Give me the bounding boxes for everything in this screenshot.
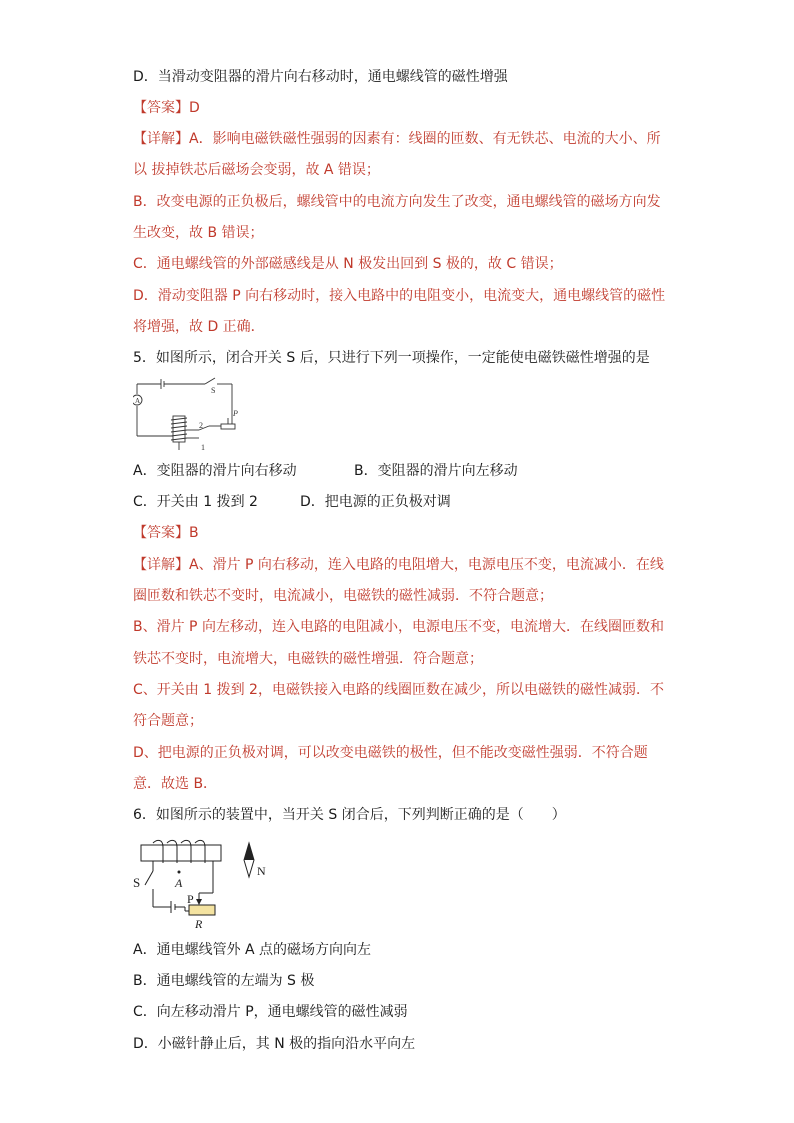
q5-detail-line: 意．故选 B．	[133, 776, 218, 792]
answer-value: B	[189, 525, 199, 541]
q4-detail-line: 以 拔掉铁芯后磁场会变弱，故 A 错误；	[133, 162, 380, 178]
q4-detail-line: B．改变电源的正负极后，螺线管中的电流方向发生了改变，通电螺线管的磁场方向发	[133, 194, 661, 210]
q5-option-d: D．把电源的正负极对调	[300, 494, 451, 510]
q5-stem: 5．如图所示，闭合开关 S 后，只进行下列一项操作，一定能使电磁铁磁性增强的是	[133, 350, 650, 366]
switch-label: S	[211, 386, 216, 395]
detail-tag: 【详解】	[133, 557, 189, 573]
ammeter-label: A	[135, 397, 141, 405]
contact-1-label: 1	[201, 443, 205, 452]
q5-option-a: A．变阻器的滑片向右移动	[133, 463, 297, 479]
q4-answer	[133, 98, 668, 118]
q4-detail-line: C．通电螺线管的外部磁感线是从 N 极发出回到 S 极的，故 C 错误；	[133, 256, 563, 272]
q6-option-d: D．小磁针静止后，其 N 极的指向沿水平向左	[133, 1036, 416, 1052]
answer-value: D	[189, 100, 200, 116]
answer-tag: 【答案】	[133, 100, 189, 116]
q5-detail-line: 圈匝数和铁芯不变时，电流减小，电磁铁的磁性减弱．不符合题意；	[133, 588, 553, 604]
q5-option-b: B．变阻器的滑片向左移动	[354, 463, 518, 479]
q4-detail-line: 【详解】A．影响电磁铁磁性强弱的因素有：线圈的匝数、有无铁芯、电流的大小、所	[133, 131, 661, 147]
slider-label: P	[187, 892, 194, 906]
q5-answer	[133, 523, 668, 543]
slider-label: P	[233, 409, 238, 418]
q4-option-d: D．当滑动变阻器的滑片向右移动时，通电螺线管的磁性增强	[133, 69, 508, 85]
q6-option-b: B．通电螺线管的左端为 S 极	[133, 973, 315, 989]
point-a-label: A	[175, 876, 183, 890]
q6-stem: 6．如图所示的装置中，当开关 S 闭合后，下列判断正确的是（ ）	[133, 807, 566, 823]
q5-detail-line: 【详解】A、滑片 P 向右移动，连入电路的电阻增大，电源电压不变，电流减小．在线	[133, 557, 664, 573]
q4-detail-line: D．滑动变阻器 P 向右移动时，接入电路中的电阻变小，电流变大，通电螺线管的磁性	[133, 288, 666, 304]
contact-2-label: 2	[199, 421, 203, 430]
q6-option-a: A．通电螺线管外 A 点的磁场方向向左	[133, 942, 372, 958]
q5-detail-line: 铁芯不变时，电流增大，电磁铁的磁性增强．符合题意；	[133, 651, 483, 667]
q5-circuit-figure	[133, 374, 245, 452]
q6-option-c: C．向左移动滑片 P，通电螺线管的磁性减弱	[133, 1004, 408, 1020]
q5-detail-line: D、把电源的正负极对调，可以改变电磁铁的极性，但不能改变磁性强弱．不符合题	[133, 745, 648, 761]
q5-detail-line: C、开关由 1 拨到 2，电磁铁接入电路的线圈匝数在减少，所以电磁铁的磁性减弱．不	[133, 682, 664, 698]
q5-option-c: C．开关由 1 拨到 2	[133, 494, 258, 510]
q5-detail-line: B、滑片 P 向左移动，连入电路的电阻减小，电源电压不变，电流增大．在线圈匝数和	[133, 619, 664, 635]
needle-north-label: N	[257, 864, 266, 878]
switch-label: S	[133, 875, 141, 890]
q6-circuit-figure	[133, 835, 273, 930]
q5-detail-line: 符合题意；	[133, 713, 203, 729]
answer-tag: 【答案】	[133, 525, 189, 541]
detail-tag: 【详解】	[133, 131, 189, 147]
q4-detail-line: 生改变，故 B 错误；	[133, 225, 264, 241]
q4-detail-line: 将增强，故 D 正确．	[133, 319, 265, 335]
rheostat-label: R	[195, 917, 203, 930]
